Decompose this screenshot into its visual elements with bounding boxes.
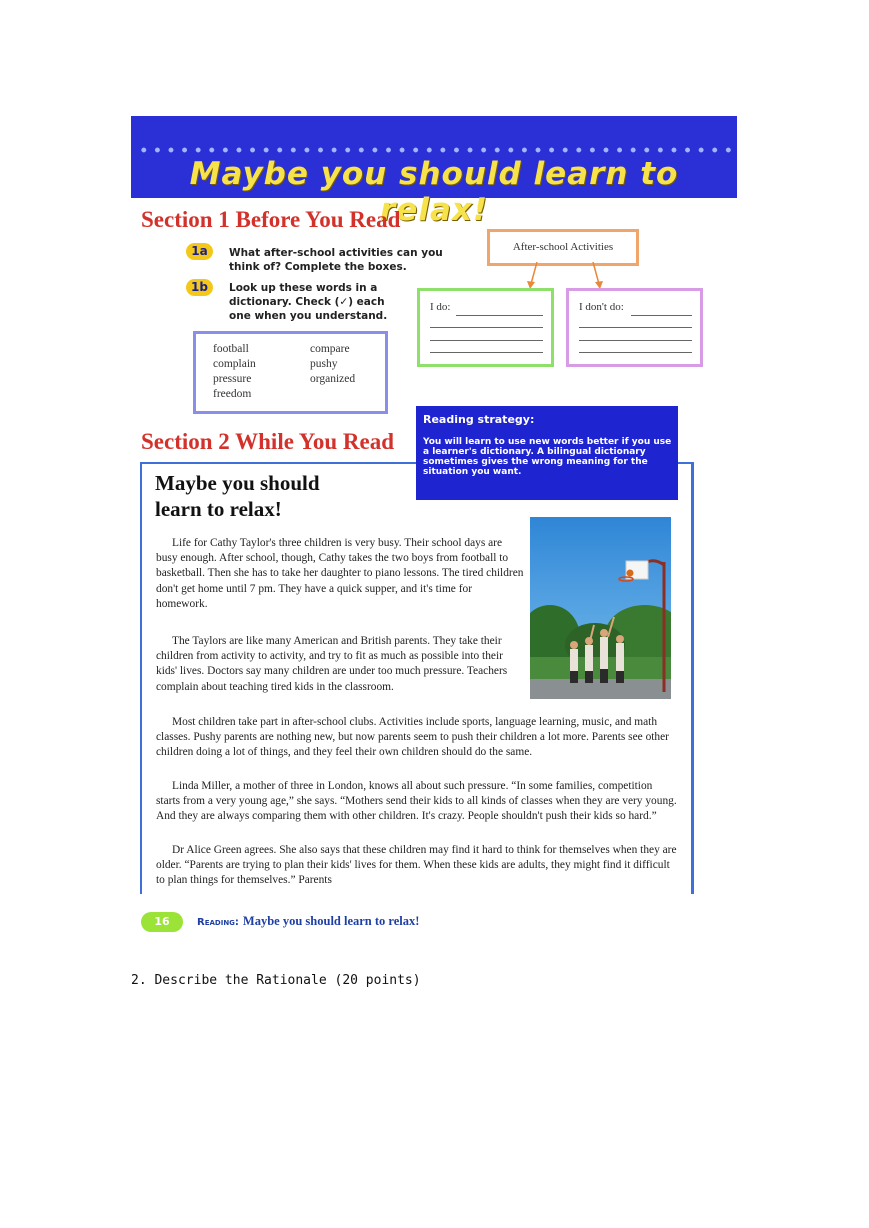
write-line [631,315,692,316]
article-paragraph: Most children take part in after-school clubs. Activities include sports, language learning, music, and math classes. Pushy parents are nothing new, but now parents seem to push their children a lot more. Parents see other children doing a lot of things, and they feel their own children should do the same. [156,716,669,759]
section2-heading: Section 2 While You Read [141,429,395,454]
vocabulary-column-2 [310,342,355,387]
step-1b-text: Look up these words in a dictionary. Check (✓) each one when you understand. [229,282,388,322]
vocabulary-box [193,331,388,414]
arrow-right-line [593,262,599,284]
article-paragraph: Dr Alice Green agrees. She also says that these children may find it hard to think for themselves when they are older. “Parents are trying to plan their kids' lives for them. When these kids are adults, they might find it difficult to plan things for themselves.” Parents [156,844,677,887]
activity-arrows [520,262,610,290]
banner-title: Maybe you should learn to relax! [189,156,679,228]
article-paragraph: The Taylors are like many American and British parents. They take their children from activity to activity, and try to fit as much as possible into their kids' lives. Doctors say many children are under too much pressure. Teachers complain about teaching tired kids in the classroom. [156,635,508,693]
write-line [430,340,543,341]
vocab-word: freedom [213,388,252,400]
write-line [579,352,692,353]
footer-title: Maybe you should learn to relax! [242,914,420,928]
i-dont-do-label: I don't do: [579,301,624,313]
strategy-title: Reading strategy: [423,413,535,426]
vocab-word: compare [310,343,350,355]
vocab-word: football [213,343,249,355]
article-title-line: Maybe you should [155,471,320,495]
footer-label: Reading: [197,917,239,928]
strategy-text: You will learn to use new words better if you use a learner's dictionary. A bilingual dictionary sometimes gives the wrong meaning for the situation you want. [423,437,672,477]
basketball-photo [530,517,671,699]
article-title [155,470,320,522]
activities-header-box: After-school Activities [487,229,639,266]
step-1a-text: What after-school activities can you think of? Complete the boxes. [229,247,443,273]
footer-running-title [197,914,419,929]
vocab-word: complain [213,358,256,370]
reading-strategy-box [416,406,678,500]
vocabulary-column-1 [213,342,256,402]
article-title-line: learn to relax! [155,497,282,521]
step-1a-badge: 1a [186,243,213,260]
banner-dots [137,146,731,154]
page-number-badge: 16 [141,912,183,932]
write-line [430,327,543,328]
i-do-box[interactable] [417,288,554,367]
arrow-left-line [531,262,537,284]
vocab-word: pressure [213,373,252,385]
question-text: 2. Describe the Rationale (20 points) [131,973,421,988]
write-line [456,315,543,316]
article-paragraph: Life for Cathy Taylor's three children is very busy. Their school days are busy enough. After school, though, Cathy takes the two boys from football to basketball. Then she has to take her daughter to piano lessons. The tired children don't get home until 7 pm. They have a quick supper, and it's time for homework. [156,537,524,610]
i-dont-do-box[interactable] [566,288,703,367]
i-do-label: I do: [430,301,451,313]
section1-heading: Section 1 Before You Read [141,207,401,232]
write-line [579,327,692,328]
vocab-word: organized [310,373,356,385]
write-line [579,340,692,341]
vocab-word: pushy [310,358,338,370]
step-1b-badge: 1b [186,279,213,296]
article-paragraph: Linda Miller, a mother of three in London, knows all about such pressure. “In some families, competition starts from a very young age,” she says. “Mothers send their kids to all kinds of classes when they are very young. And they are always comparing them with other children. It's crazy. People shouldn't push their kids so hard.” [156,780,677,823]
write-line [430,352,543,353]
